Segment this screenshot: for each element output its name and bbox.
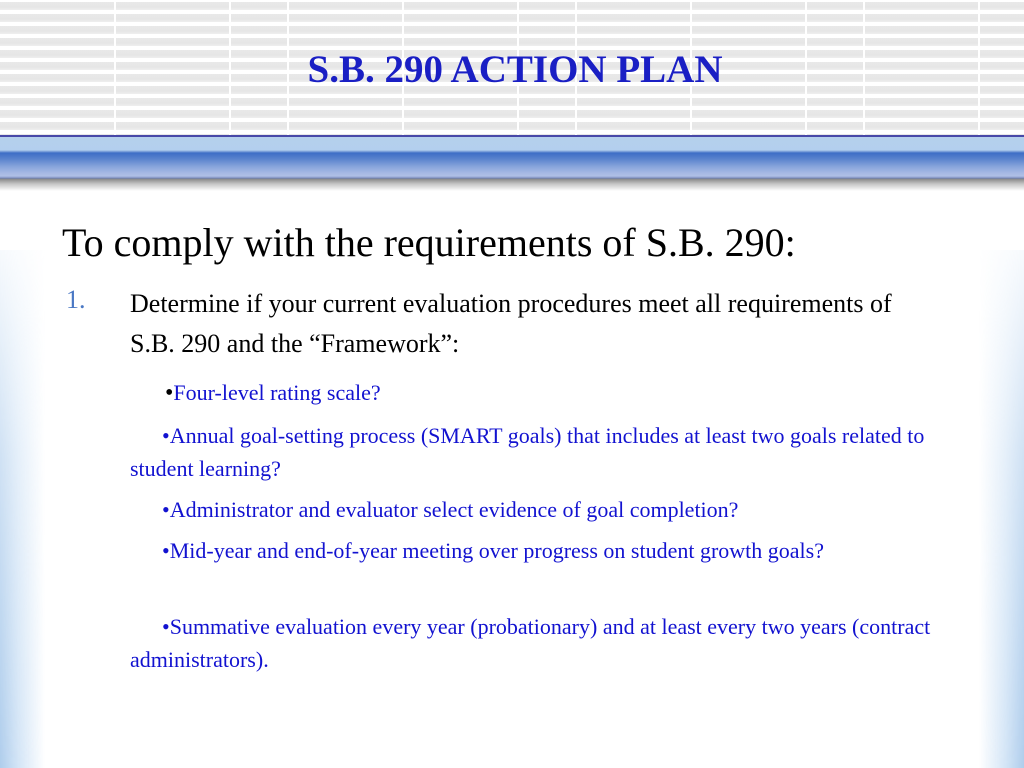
step-text: Determine if your current evaluation procedures meet all requirements of S.B. 290 and the “Framework”: [130, 289, 892, 358]
bullet-icon: • [162, 497, 170, 522]
sub-item-meetings [130, 534, 960, 567]
header-band-shadow [0, 179, 1024, 191]
sub-item-rating-scale [130, 376, 960, 410]
sub-item-goal-setting [130, 419, 960, 485]
sub-item-text: Administrator and evaluator select evidence of goal completion? [169, 497, 739, 522]
bullet-icon: • [162, 614, 170, 639]
sub-item-text: Four-level rating scale? [173, 380, 381, 405]
right-edge-gradient [979, 250, 1024, 768]
sub-item-text: Summative evaluation every year (probationary) and at least every two years (contract administrators). [130, 614, 931, 672]
sub-item-summative [130, 610, 960, 676]
bullet-icon: • [162, 423, 170, 448]
left-edge-gradient [0, 250, 45, 768]
header-blue-band [0, 137, 1024, 179]
sub-item-text: Annual goal-setting process (SMART goals) that includes at least two goals related to student learning? [130, 423, 925, 481]
step-number: 1. [66, 285, 86, 314]
bullet-icon: • [162, 538, 170, 563]
bullet-icon: • [165, 380, 174, 406]
sub-item-text: Mid-year and end-of-year meeting over progress on student growth goals? [169, 538, 824, 563]
intro-heading: To comply with the requirements of S.B. 290: [62, 220, 796, 265]
slide-title: S.B. 290 ACTION PLAN [307, 48, 723, 91]
sub-item-evidence [130, 493, 960, 526]
